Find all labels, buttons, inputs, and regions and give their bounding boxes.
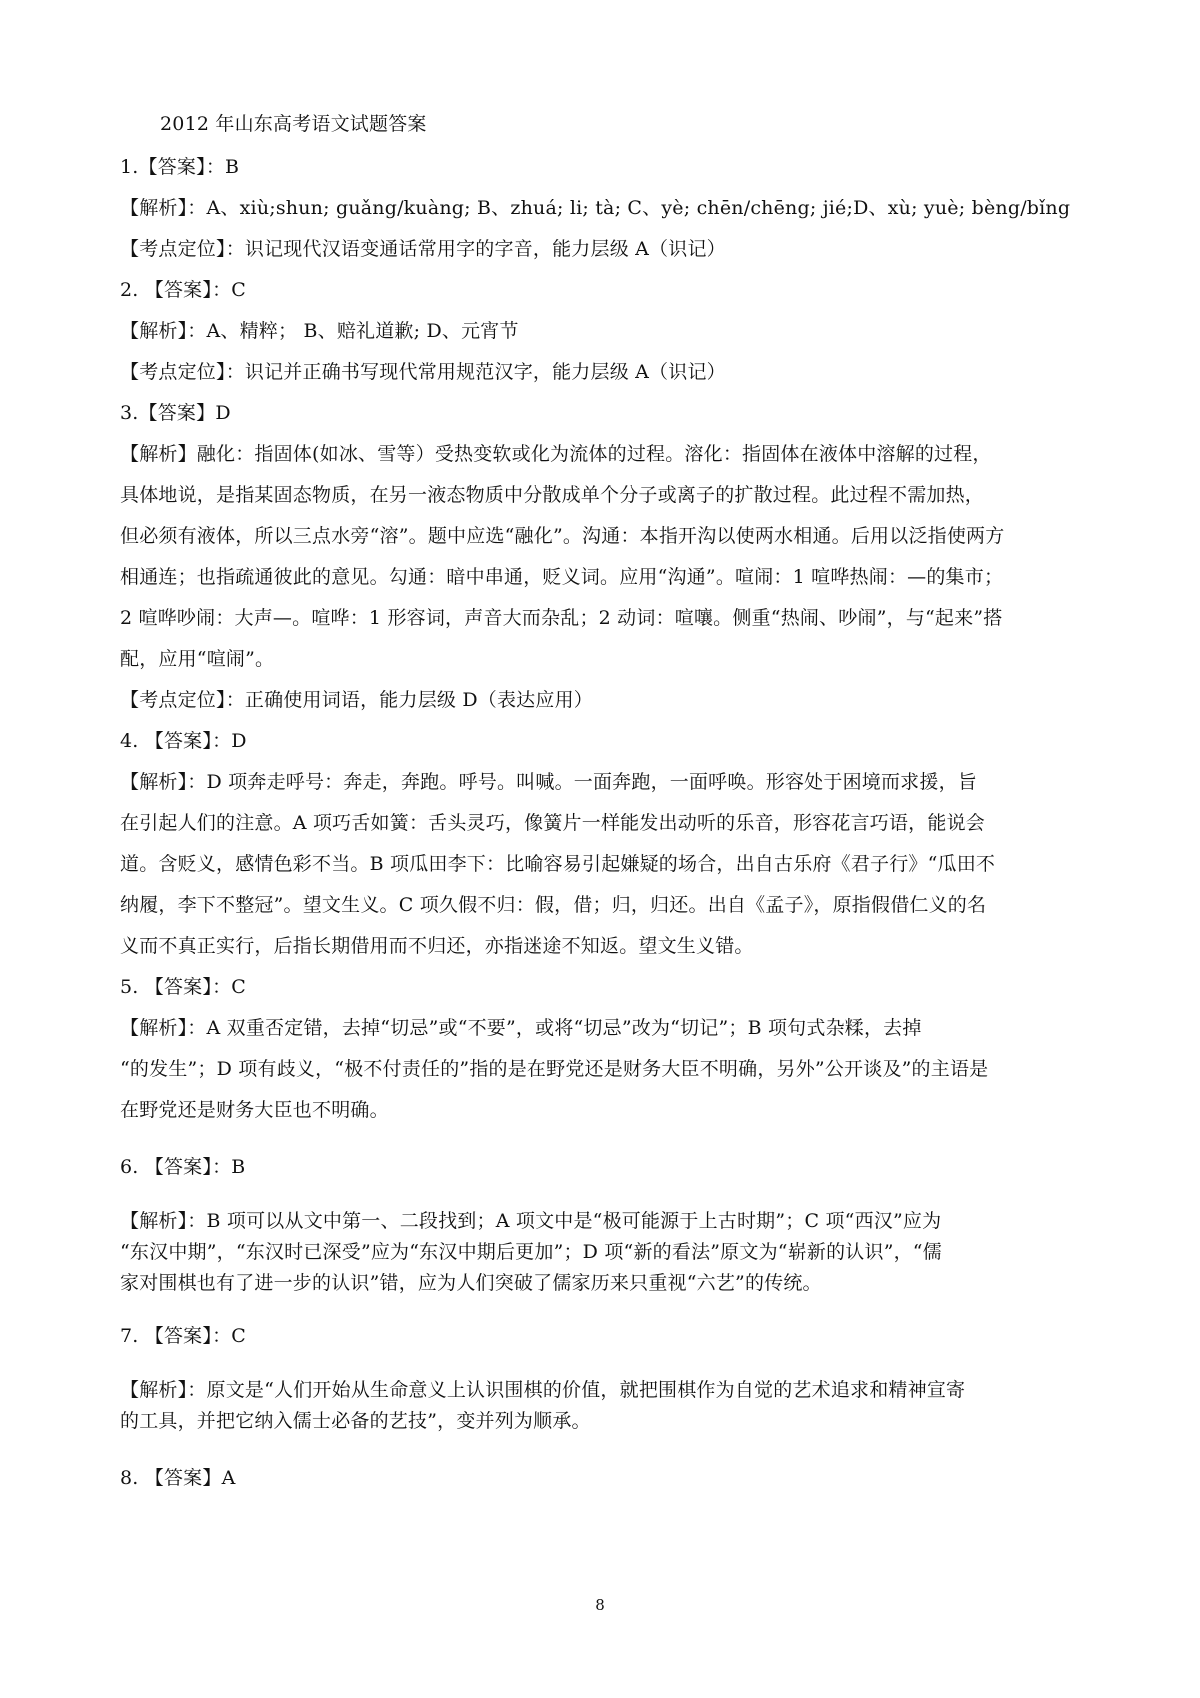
analysis-4-line: 道。含贬义，感情色彩不当。B 项瓜田李下：比喻容易引起嫌疑的场合，出自古乐府《君子行》“瓜田不 bbox=[120, 853, 996, 875]
analysis-6-line: 【解析】：B 项可以从文中第一、二段找到；A 项文中是“极可能源于上古时期”；C 项“西汉”应为 bbox=[120, 1210, 942, 1232]
analysis-4-line: 在引起人们的注意。A 项巧舌如簧：舌头灵巧，像簧片一样能发出动听的乐音，形容花言巧语，能说会 bbox=[120, 812, 985, 834]
analysis-4-line: 义而不真正实行，后指长期借用而不归还，亦指迷途不知返。望文生义错。 bbox=[120, 935, 754, 957]
analysis-3-line: 具体地说，是指某固态物质，在另一液态物质中分散成单个分子或离子的扩散过程。此过程不需加热， bbox=[120, 484, 985, 506]
analysis-4-line: 纳履，李下不整冠”。望文生义。C 项久假不归：假，借；归，归还。出自《孟子》，原指假借仁义的名 bbox=[120, 894, 987, 916]
analysis-3-line: 但必须有液体，所以三点水旁“溶”。题中应选“融化”。沟通：本指开沟以使两水相通。后用以泛指使两方 bbox=[120, 525, 1005, 547]
exam-point-2: 【考点定位】：识记并正确书写现代常用规范汉字，能力层级 A（识记） bbox=[120, 361, 726, 383]
answer-7: 7. 【答案】：C bbox=[120, 1325, 247, 1347]
analysis-5-line: 【解析】：A 双重否定错，去掉“切忌”或“不要”，或将“切忌”改为“切记”；B 项句式杂糅，去掉 bbox=[120, 1017, 922, 1039]
analysis-7-line: 的工具，并把它纳入儒士必备的艺技”，变并列为顺承。 bbox=[120, 1410, 591, 1432]
answer-3: 3.【答案】D bbox=[120, 402, 231, 424]
exam-point-3: 【考点定位】：正确使用词语，能力层级 D（表达应用） bbox=[120, 689, 593, 711]
page-number: 8 bbox=[595, 1596, 605, 1614]
exam-point-1: 【考点定位】：识记现代汉语变通话常用字的字音，能力层级 A（识记） bbox=[120, 238, 726, 260]
analysis-3-line: 配，应用“喧闹”。 bbox=[120, 648, 275, 670]
answer-4: 4. 【答案】：D bbox=[120, 730, 247, 752]
analysis-3-line: 【解析】融化：指固体(如冰、雪等）受热变软或化为流体的过程。溶化：指固体在液体中溶解的过程， bbox=[120, 443, 992, 465]
analysis-5-line: “的发生”；D 项有歧义，“极不付责任的”指的是在野党还是财务大臣不明确，另外”公开谈及”的主语是 bbox=[120, 1058, 989, 1080]
document-title: 2012 年山东高考语文试题答案 bbox=[160, 113, 427, 135]
answer-2: 2. 【答案】：C bbox=[120, 279, 247, 301]
analysis-3-line: 2 喧哗吵闹：大声—。喧哗：1 形容词，声音大而杂乱；2 动词：喧嚷。侧重“热闹、吵闹”，与“起来”搭 bbox=[120, 607, 1003, 629]
analysis-5-line: 在野党还是财务大臣也不明确。 bbox=[120, 1099, 389, 1121]
analysis-7-line: 【解析】：原文是“人们开始从生命意义上认识围棋的价值，就把围棋作为自觉的艺术追求和精神宣寄 bbox=[120, 1379, 966, 1401]
answer-8: 8. 【答案】A bbox=[120, 1467, 236, 1489]
analysis-1: 【解析】：A、xiù;shun; guǎng/kuàng; B、zhuá; li; tà; C、yè; chēn/chēng; jié;D、xù; yuè; bèng/bǐng bbox=[120, 197, 1071, 219]
answer-5: 5. 【答案】：C bbox=[120, 976, 247, 998]
analysis-3-line: 相通连；也指疏通彼此的意见。勾通：暗中串通，贬义词。应用“沟通”。喧闹：1 喧哗热闹：—的集市； bbox=[120, 566, 1004, 588]
analysis-4-line: 【解析】：D 项奔走呼号：奔走，奔跑。呼号。叫喊。一面奔跑，一面呼唤。形容处于困境而求援，旨 bbox=[120, 771, 977, 793]
answer-6: 6. 【答案】：B bbox=[120, 1156, 246, 1178]
analysis-2: 【解析】：A、精粹； B、赔礼道歉; D、元宵节 bbox=[120, 320, 519, 342]
answer-1: 1.【答案】：B bbox=[120, 156, 240, 178]
analysis-6-line: 家对围棋也有了进一步的认识”错，应为人们突破了儒家历来只重视“六艺”的传统。 bbox=[120, 1272, 822, 1294]
analysis-6-line: “东汉中期”，“东汉时已深受”应为“东汉中期后更加”；D 项“新的看法”原文为“崭新的认识”，“儒 bbox=[120, 1241, 942, 1263]
